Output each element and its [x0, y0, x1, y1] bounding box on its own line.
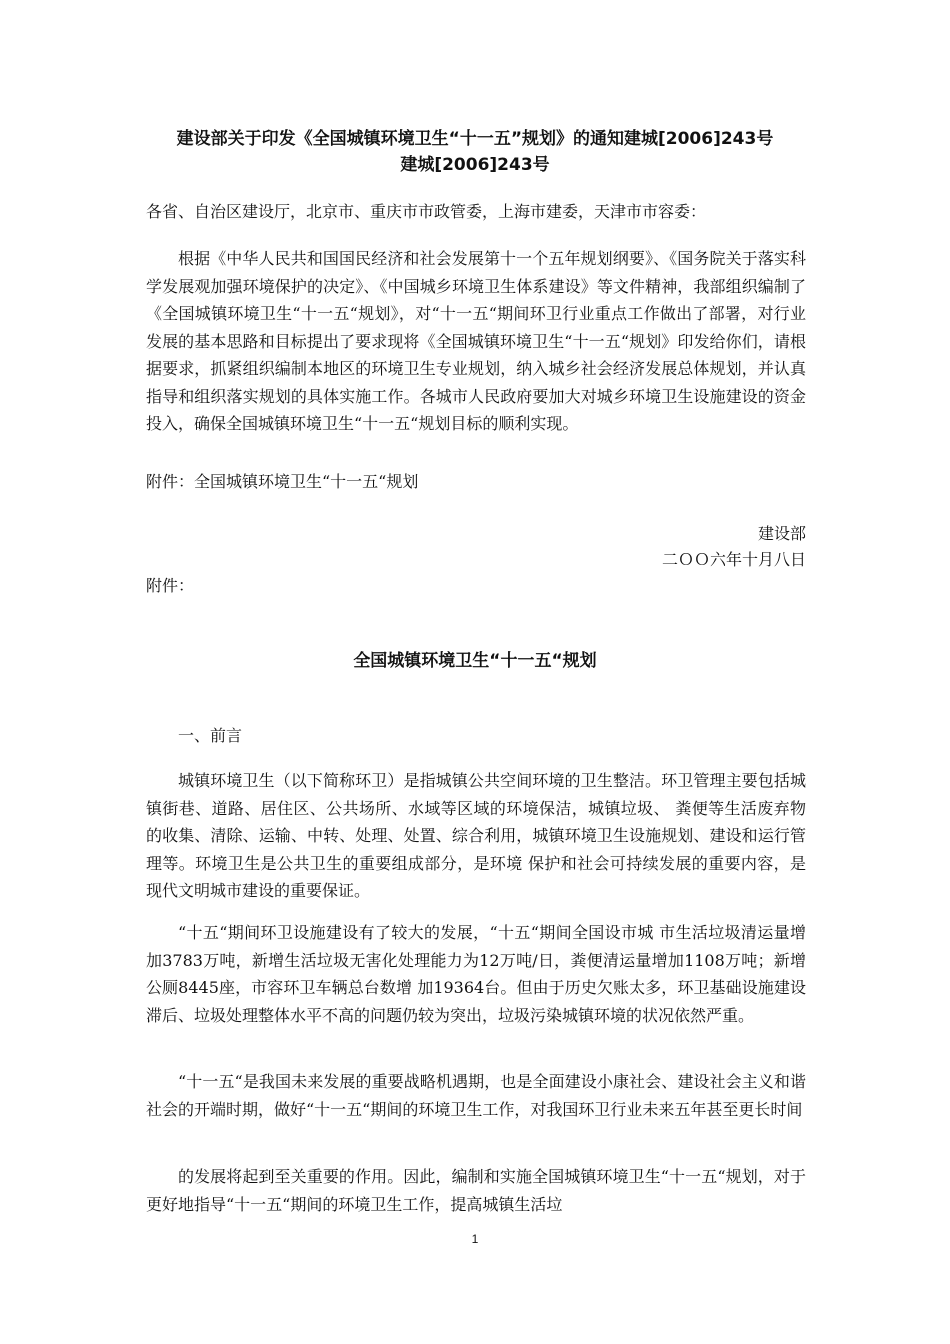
signer: 建设部: [757, 524, 806, 543]
notice-body: 根据《中华人民共和国国民经济和社会发展第十一个五年规划纲要》、《国务院关于落实科学发展观加强环境保护的决定》、《中国城乡环境卫生体系建设》等文件精神，我部组织编制了《全国城镇环境卫生“十一五“规划》，对“十一五“期间环卫行业重点工作做出了部署，对行业发展的基本思路和目标提出了要求现将《全国城镇环境卫生“十一五“规划》印发给你们，请根据要求，抓紧组织编制本地区的环境卫生专业规划，纳入城乡社会经济发展总体规划，并认真指导和组织落实规划的具体实施工作。各城市人民政府要加大对城乡环境卫生设施建设的资金投入，确保全国城镇环境卫生“十一五“规划目标的顺利实现。: [146, 249, 806, 433]
notice-title-line1: 建设部关于印发《全国城镇环境卫生“十一五”规划》的通知建城[2006]243号: [176, 129, 774, 149]
issue-date: 二ＯＯ六年十月八日: [661, 550, 806, 569]
attachment-line: 附件：全国城镇环境卫生“十一五“规划: [146, 472, 419, 491]
addressee: 各省、自治区建设厅，北京市、重庆市市政管委，上海市建委，天津市市容委：: [146, 202, 707, 221]
plan-paragraph-2: “十五“期间环卫设施建设有了较大的发展，“十五“期间全国设市城 市生活垃圾清运量增加3783万吨，新增生活垃圾无害化处理能力为12万吨/日，粪便清运量增加1108万吨；新增公厕8445座，市容环卫车辆总台数增 加19364台。但由于历史欠账太多，环卫基础设施建设滞后、垃圾处理整体水平不高的问题仍较为突出，垃圾污染城镇环境的状况依然严重。: [146, 923, 806, 1025]
notice-title-line2: 建城[2006]243号: [400, 155, 550, 175]
plan-paragraph-4: 的发展将起到至关重要的作用。因此，编制和实施全国城镇环境卫生“十一五“规划，对于更好地指导“十一五“期间的环境卫生工作，提高城镇生活垃: [146, 1167, 806, 1214]
plan-title: 全国城镇环境卫生“十一五“规划: [353, 651, 597, 671]
page-number: 1: [471, 1232, 479, 1246]
plan-paragraph-1: 城镇环境卫生（以下简称环卫）是指城镇公共空间环境的卫生整洁。环卫管理主要包括城镇街巷、道路、居住区、公共场所、水域等区域的环境保洁，城镇垃圾、 粪便等生活废弃物的收集、清除、运输、中转、处理、处置、综合利用，城镇环境卫生设施规划、建设和运行管理等。环境卫生是公共卫生的重要组成部分，是环境 保护和社会可持续发展的重要内容，是现代文明城市建设的重要保证。: [146, 771, 806, 900]
section-heading: 一、前言: [178, 726, 243, 745]
plan-paragraph-3: “十一五“是我国未来发展的重要战略机遇期，也是全面建设小康社会、建设社会主义和谐社会的开端时期，做好“十一五“期间的环境卫生工作，对我国环卫行业未来五年甚至更长时间: [146, 1072, 806, 1119]
attachment-label: 附件：: [146, 576, 195, 595]
